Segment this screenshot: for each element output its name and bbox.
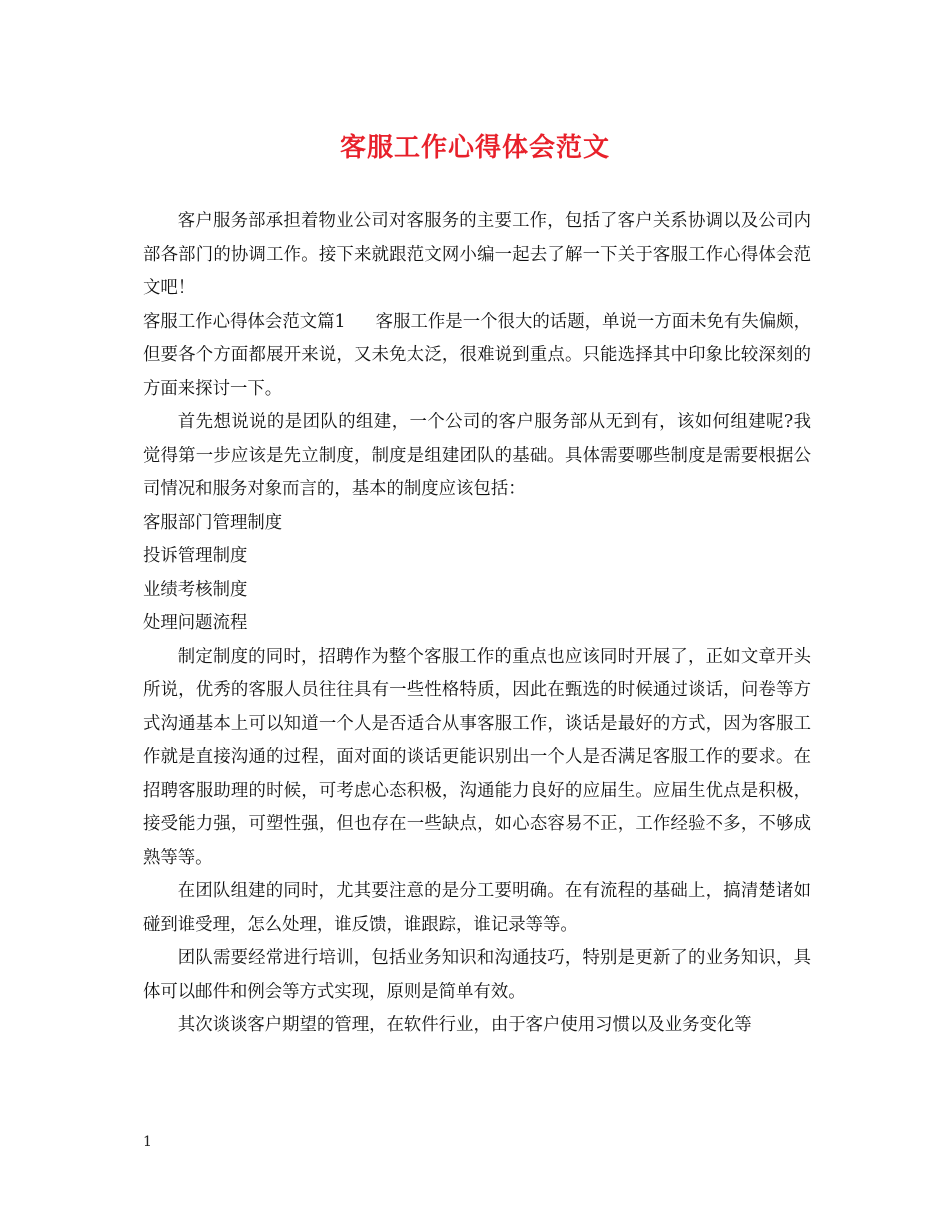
list-item: 投诉管理制度: [143, 546, 248, 566]
list-item: 业绩考核制度: [143, 579, 248, 600]
page-number: 1: [143, 1134, 152, 1150]
training-paragraph: 团队需要经常进行培训，包括业务知识和沟通技巧，特别是更新了的业务知识，具体可以邮件和例会等方式实现，原则是简单有效。: [143, 948, 811, 1002]
section-intro-text: 客服工作是一个很大的话题，单说一方面未免有失偏颇，但要各个方面都展开来说，又未免太泛，很难说到重点。只能选择其中印象比较深刻的方面来探讨一下。: [143, 311, 811, 399]
recruit-paragraph: 制定制度的同时，招聘作为整个客服工作的重点也应该同时开展了，正如文章开头所说，优秀的客服人员往往具有一些性格特质，因此在甄选的时候通过谈话，问卷等方式沟通基本上可以知道一个人是否适合从事客服工作，谈话是最好的方式，因为客服工作就是直接沟通的过程，面对面的谈话更能识别出一个人是否满足客服工作的要求。在招聘客服助理的时候，可考虑心态积极，沟通能力良好的应届生。应届生优点是积极，接受能力强，可塑性强，但也存在一些缺点，如心态容易不正，工作经验不多，不够成熟等等。: [143, 646, 811, 868]
document-body: [143, 205, 811, 1043]
section-heading: 客服工作心得体会范文篇1: [143, 311, 346, 332]
team-paragraph: 首先想说说的是团队的组建，一个公司的客户服务部从无到有，该如何组建呢?我觉得第一步应该是先立制度，制度是组建团队的基础。具体需要哪些制度是需要根据公司情况和服务对象而言的，基本的制度应该包括：: [143, 412, 811, 499]
section-paragraph: [143, 306, 811, 407]
expectation-paragraph: 其次谈谈客户期望的管理，在软件行业，由于客户使用习惯以及业务变化等: [177, 1015, 752, 1035]
document-title: 客服工作心得体会范文: [339, 133, 610, 163]
list-item: 客服部门管理制度: [143, 512, 283, 533]
list-item: 处理问题流程: [143, 613, 248, 633]
intro-paragraph: 客户服务部承担着物业公司对客服务的主要工作，包括了客户关系协调以及公司内部各部门的协调工作。接下来就跟范文网小编一起去了解一下关于客服工作心得体会范文吧！: [143, 211, 811, 298]
division-paragraph: 在团队组建的同时，尤其要注意的是分工要明确。在有流程的基础上，搞清楚诸如碰到谁受理，怎么处理，谁反馈，谁跟踪，谁记录等等。: [143, 881, 811, 935]
